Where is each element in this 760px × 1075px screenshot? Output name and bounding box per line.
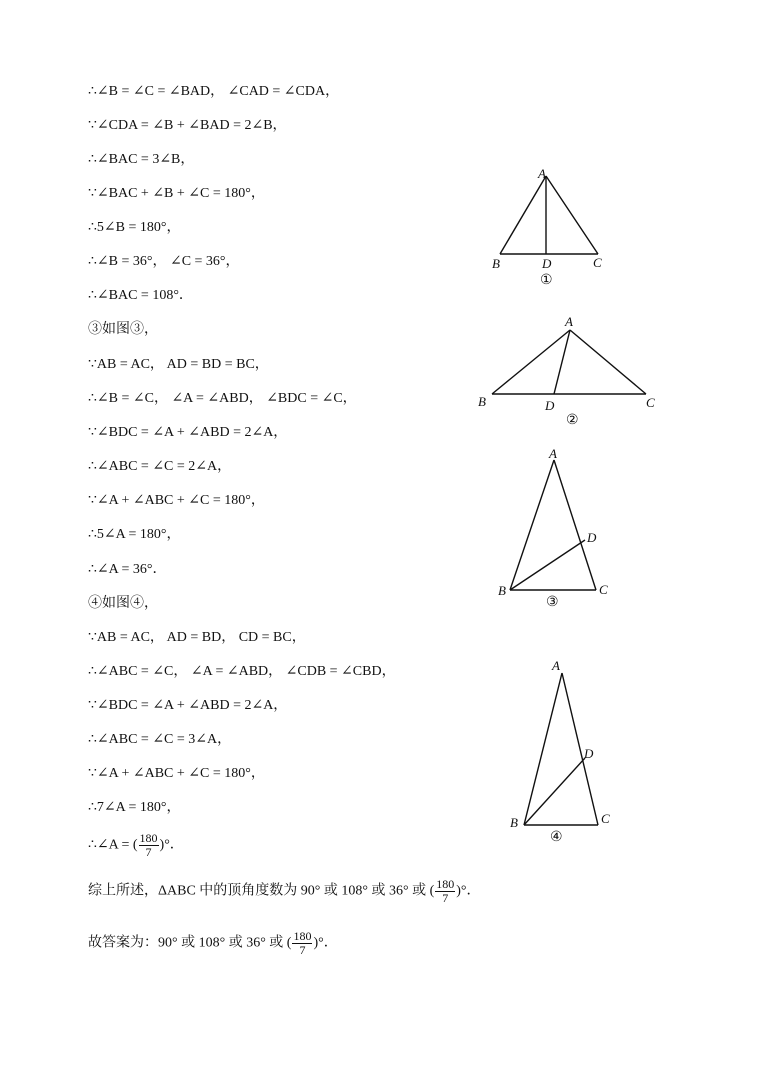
proof-line: ∵AB = AC， AD = BD， CD = BC， xyxy=(88,630,306,645)
proof-line: ∵∠A + ∠ABC + ∠C = 180°， xyxy=(88,766,265,781)
label-d: D xyxy=(587,530,597,545)
proof-line: ∵∠CDA = ∠B + ∠BAD = 2∠B， xyxy=(88,118,287,133)
label-c: C xyxy=(593,255,602,270)
proof-line: ∴∠ABC = ∠C = 3∠A， xyxy=(88,732,232,747)
segment-ab xyxy=(510,460,554,590)
label-b: B xyxy=(492,256,500,271)
label-c: C xyxy=(646,395,655,410)
proof-line-fraction: ∴∠A = ( $\frac{180}{7}$ )°． xyxy=(88,831,184,859)
segment-ac xyxy=(546,176,598,254)
proof-line: ∴∠B = ∠C， ∠A = ∠ABD， ∠BDC = ∠C， xyxy=(88,391,357,406)
proof-line: ∴∠B = 36°， ∠C = 36°， xyxy=(88,254,240,269)
segment-ac xyxy=(570,330,646,394)
segment-ad xyxy=(554,330,570,394)
proof-line: ∴7∠A = 180°， xyxy=(88,800,181,815)
figure-2 xyxy=(470,310,670,430)
label-b: B xyxy=(510,815,518,830)
figure-1 xyxy=(480,160,620,290)
figure-caption: ① xyxy=(540,273,553,288)
section-heading: ③如图③， xyxy=(88,322,158,337)
proof-line: ∵∠BAC + ∠B + ∠C = 180°， xyxy=(88,186,265,201)
segment-ab xyxy=(500,176,546,254)
segment-ab xyxy=(524,673,562,825)
figure-caption: ④ xyxy=(550,830,563,845)
label-b: B xyxy=(478,394,486,409)
label-d: D xyxy=(545,398,555,413)
proof-line: ∵∠BDC = ∠A + ∠ABD = 2∠A， xyxy=(88,425,288,440)
proof-line: ∵∠BDC = ∠A + ∠ABD = 2∠A， xyxy=(88,698,288,713)
proof-line: ∴∠B = ∠C = ∠BAD， ∠CAD = ∠CDA， xyxy=(88,84,340,99)
label-b: B xyxy=(498,583,506,598)
label-d: D xyxy=(542,256,552,271)
proof-line: ∴∠ABC = ∠C， ∠A = ∠ABD， ∠CDB = ∠CBD， xyxy=(88,664,396,679)
summary-line: 综上所述，ΔABC 中的顶角度数为 90° 或 108° 或 36° 或 ( $\frac{180}{7}$ )°． xyxy=(88,877,481,905)
label-a: A xyxy=(538,166,546,181)
proof-line: ∵∠A + ∠ABC + ∠C = 180°， xyxy=(88,493,265,508)
segment-ac xyxy=(554,460,596,590)
proof-line: ∴∠BAC = 3∠B， xyxy=(88,152,195,167)
proof-line: ∴5∠A = 180°， xyxy=(88,527,181,542)
section-heading: ④如图④， xyxy=(88,596,158,611)
proof-line: ∴∠BAC = 108°． xyxy=(88,288,193,303)
label-a: A xyxy=(565,314,573,329)
label-a: A xyxy=(549,446,557,461)
label-d: D xyxy=(584,746,594,761)
label-a: A xyxy=(552,658,560,673)
figure-3 xyxy=(490,440,620,610)
figure-caption: ② xyxy=(566,413,579,428)
proof-line: ∴5∠B = 180°， xyxy=(88,220,181,235)
answer-line: 故答案为：90° 或 108° 或 36° 或 ( $\frac{180}{7}$ )°． xyxy=(88,929,338,957)
label-c: C xyxy=(599,582,608,597)
segment-bd xyxy=(524,758,585,825)
figure-4 xyxy=(500,655,630,855)
figure-caption: ③ xyxy=(546,595,559,610)
label-c: C xyxy=(601,811,610,826)
segment-ab xyxy=(492,330,570,394)
proof-line: ∴∠A = 36°． xyxy=(88,562,167,577)
segment-bd xyxy=(510,540,585,590)
proof-line: ∴∠ABC = ∠C = 2∠A， xyxy=(88,459,232,474)
proof-line: ∵AB = AC， AD = BD = BC， xyxy=(88,357,269,372)
